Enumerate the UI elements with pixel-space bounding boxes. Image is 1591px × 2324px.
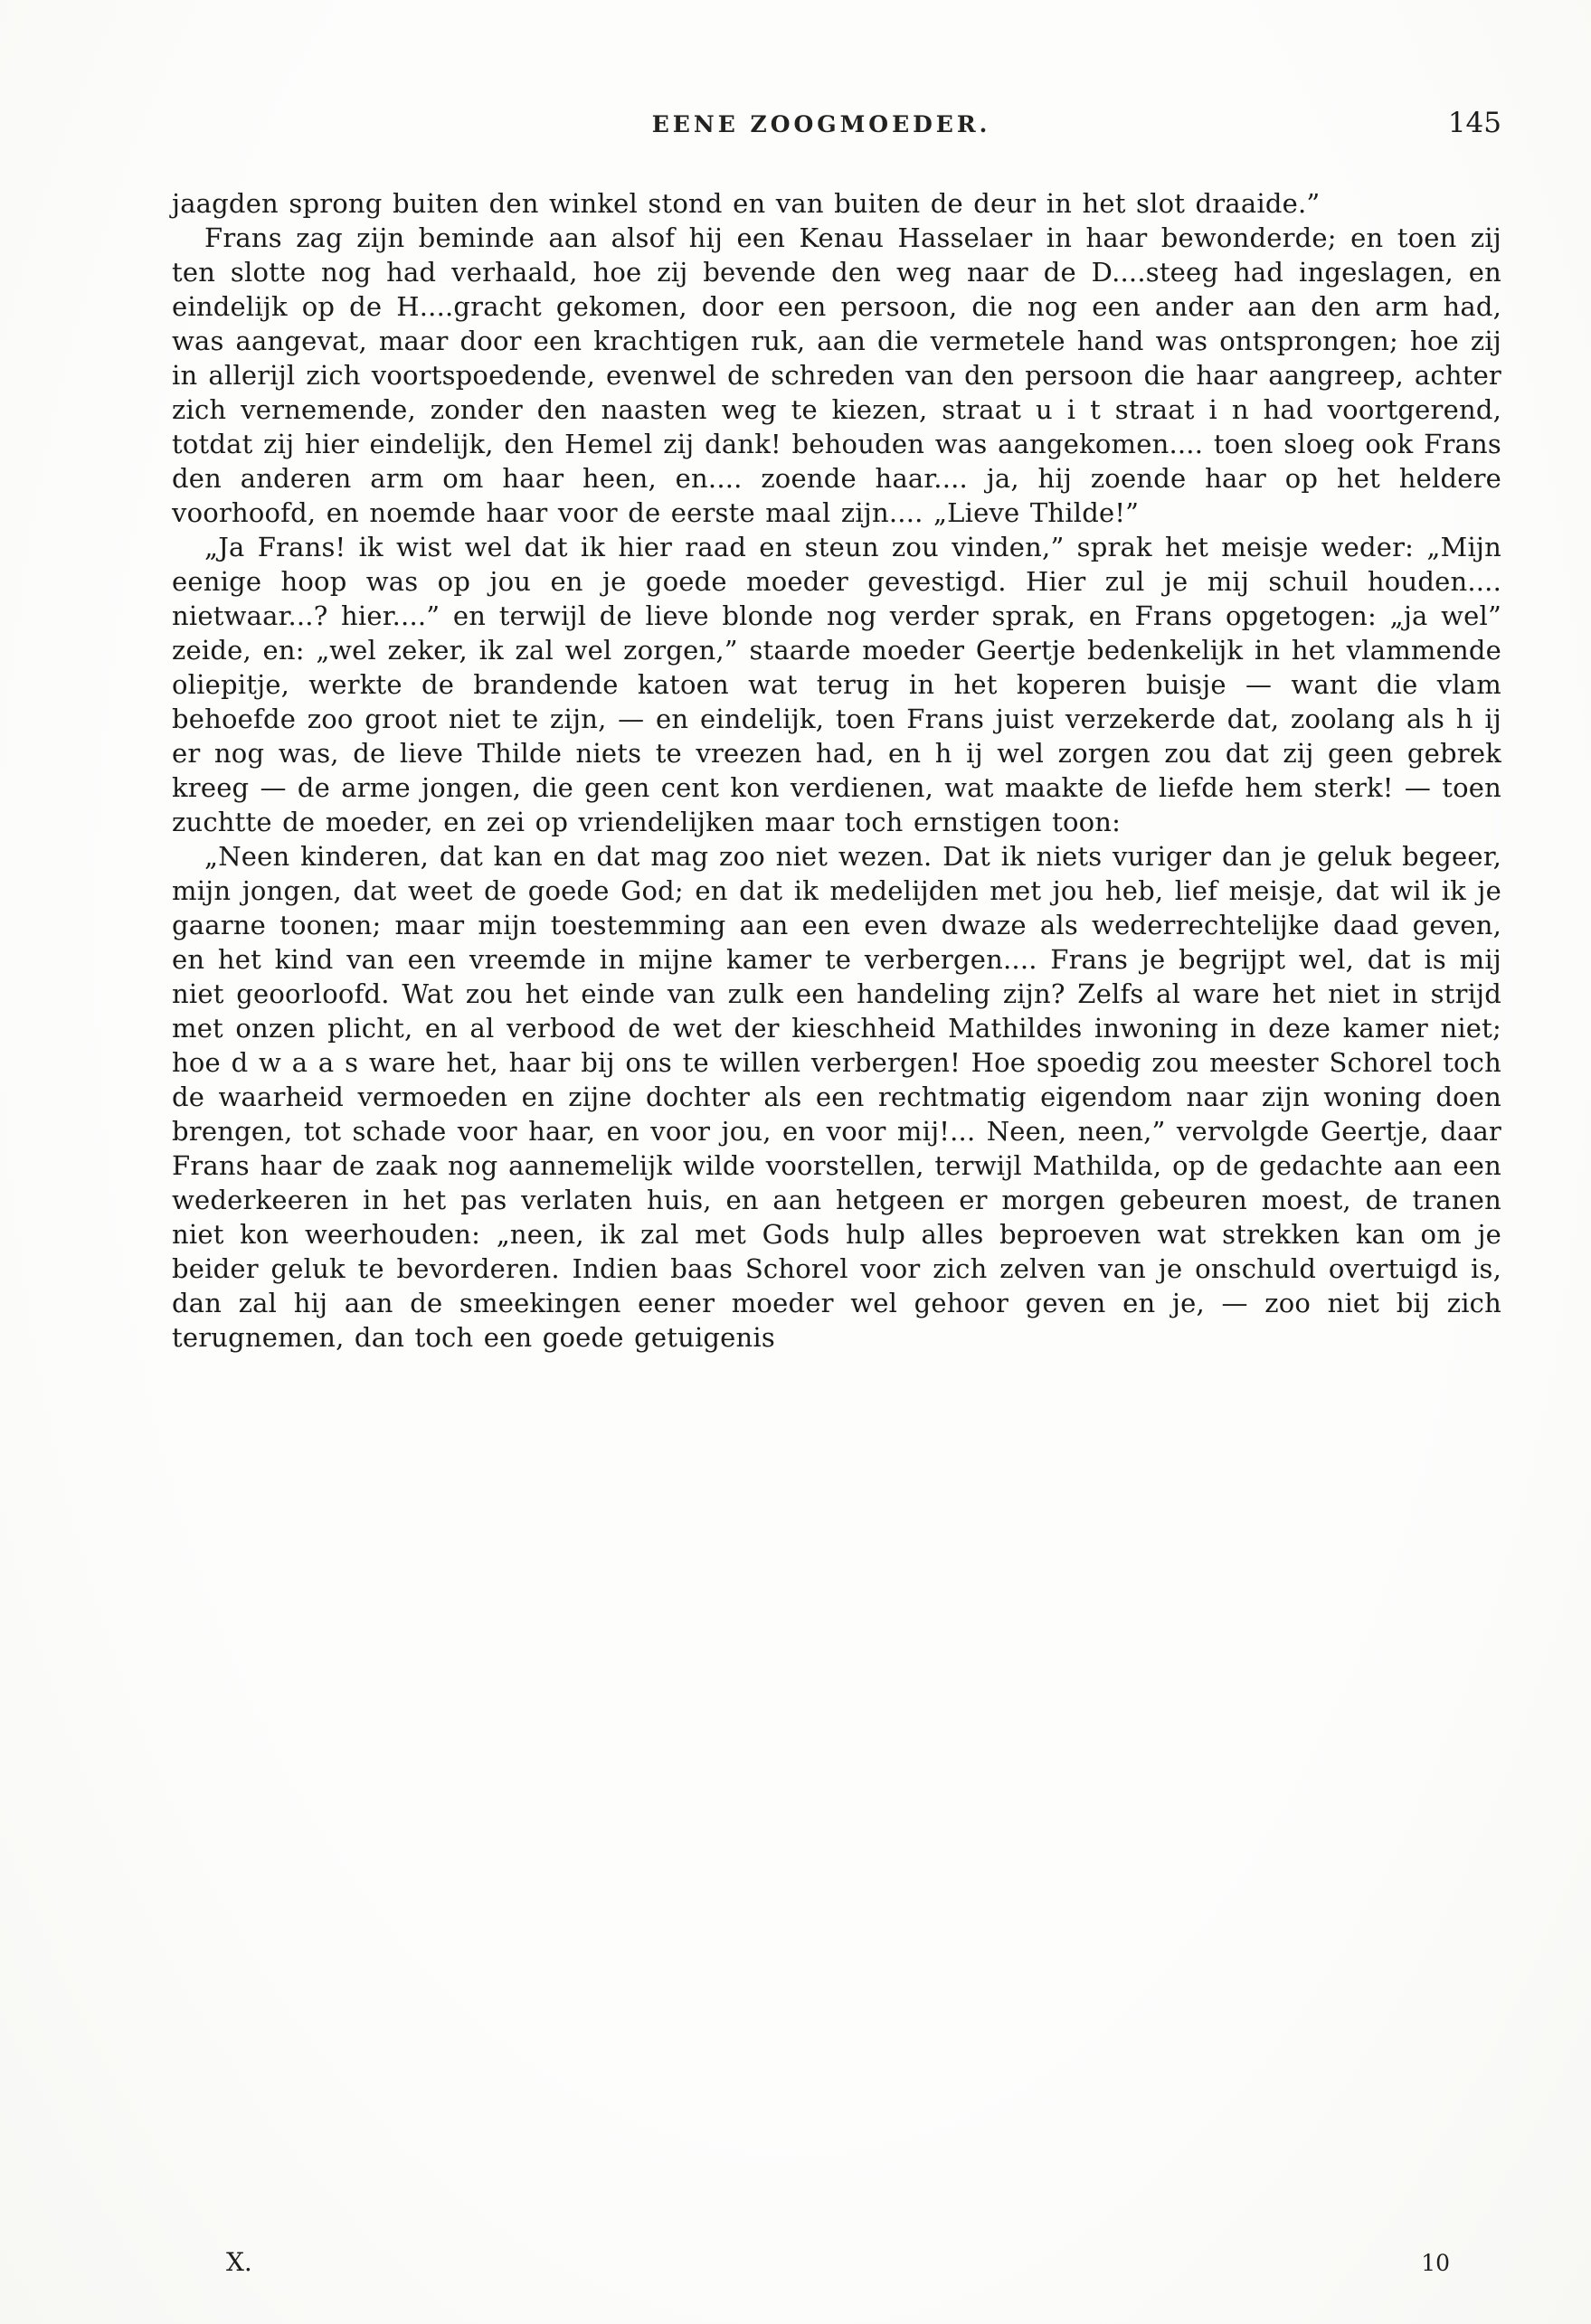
page-footer — [172, 2247, 1501, 2277]
paragraph: Frans zag zijn beminde aan alsof hij een Kenau Hasselaer in haar bewonderde; en toen zij ten slotte nog had verhaald, hoe zij bevende den weg naar de D....steeg had ingeslagen, en eindelijk op de H....gracht gekomen, door een persoon, die nog een ander aan den arm had, was aangevat, maar door een krachtigen ruk, aan die vermetele hand was ontsprongen; hoe zij in allerijl zich voortspoedende, evenwel de schreden van den persoon die haar aangreep, achter zich vernemende, zonder den naasten weg te kiezen, straat u i t straat i n had voortgerend, totdat zij hier eindelijk, den Hemel zij dank! behouden was aangekomen.... toen sloeg ook Frans den anderen arm om haar heen, en.... zoende haar.... ja, hij zoende haar op het heldere voorhoofd, en noemde haar voor de eerste maal zijn.... „Lieve Thilde!” — [172, 222, 1501, 528]
running-header — [172, 107, 1501, 139]
paragraph: „Ja Frans! ik wist wel dat ik hier raad en steun zou vinden,” sprak het meisje weder: „Mijn eenige hoop was op jou en je goede moeder gevestigd. Hier zul je mij schuil houden.... nietwaar...? hier....” en terwijl de lieve blonde nog verder sprak, en Frans opgetogen: „ja wel” zeide, en: „wel zeker, ik zal wel zorgen,” staarde moeder Geertje bedenkelijk in het vlammende oliepitje, werkte de brandende katoen wat terug in het koperen buisje — want die vlam behoefde zoo groot niet te zijn, — en eindelijk, toen Frans juist verzekerde dat, zoolang als h ij er nog was, de lieve Thilde niets te vreezen had, en h ij wel zorgen zou dat zij geen gebrek kreeg — de arme jongen, die geen cent kon verdienen, wat maakte de liefde hem sterk! — toen zuchtte de moeder, en zei op vriendelijken maar toch ernstigen toon: — [172, 532, 1501, 837]
page-number: 145 — [1447, 107, 1501, 139]
body-text — [172, 186, 1501, 1355]
running-header-title: EENE ZOOGMOEDER. — [651, 111, 991, 137]
footer-sheet-number: 10 — [1421, 2250, 1450, 2276]
paragraph: „Neen kinderen, dat kan en dat mag zoo niet wezen. Dat ik niets vuriger dan je geluk begeer, mijn jongen, dat weet de goede God; en dat ik medelijden met jou heb, lief meisje, dat wil ik je gaarne toonen; maar mijn toestemming aan een even dwaze als wederrechtelijke daad geven, en het kind van een vreemde in mijne kamer te verbergen.... Frans je begrijpt wel, dat is mij niet geoorloofd. Wat zou het einde van zulk een handeling zijn? Zelfs al ware het niet in strijd met onzen plicht, en al verbood de wet der kieschheid Mathildes inwoning in deze kamer niet; hoe d w a a s ware het, haar bij ons te willen verbergen! Hoe spoedig zou meester Schorel toch de waarheid vermoeden en zijne dochter als een rechtmatig eigendom naar zijn woning doen brengen, tot schade voor haar, en voor jou, en voor mij!... Neen, neen,” vervolgde Geertje, daar Frans haar de zaak nog aannemelijk wilde voorstellen, terwijl Mathilda, op de gedachte aan een wederkeeren in het pas verlaten huis, en aan hetgeen er morgen gebeuren moest, de tranen niet kon weerhouden: „neen, ik zal met Gods hulp alles beproeven wat strekken kan om je beider geluk te bevorderen. Indien baas Schorel voor zich zelven van je onschuld overtuigd is, dan zal hij aan de smeekingen eener moeder wel gehoor geven en je, — zoo niet bij zich terugnemen, dan toch een goede getuigenis — [172, 841, 1501, 1353]
paragraph: jaagden sprong buiten den winkel stond en van buiten de deur in het slot draaide.” — [172, 188, 1321, 219]
footer-signature-mark: X. — [226, 2247, 252, 2277]
